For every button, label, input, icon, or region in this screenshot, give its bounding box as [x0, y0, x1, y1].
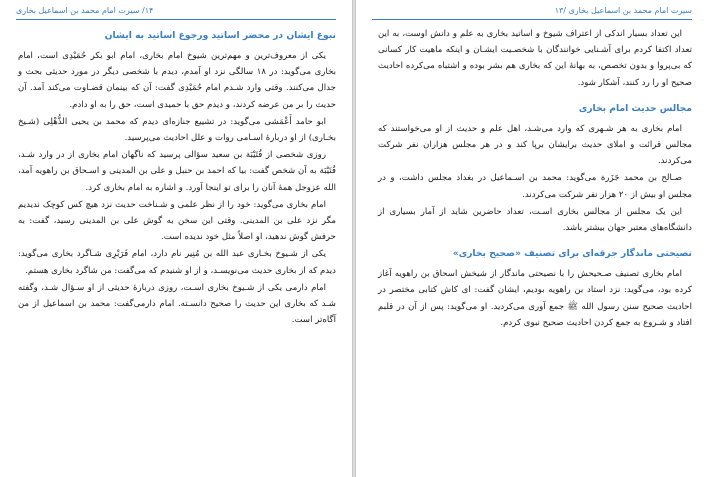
paragraph: امام بخاری به هر شـهری که وارد می‌شـد، اهل علم و حدیث از او می‌خواستند که مجالس قرائت و املای حدیث برایشان برپا کند و در هر مجلس هزاران نفر شرکت می‌کردند. [378, 123, 692, 167]
paragraph: ابو حامد أَعْمَشی می‌گوید: در تشییع جنازه‌ای دیدم که محمد بن یحیی الذُّهْلِی (شـیخ بخـاری) از او دربارهٔ اسـامی روات و علل احادیث می‌پرسید. [18, 116, 336, 144]
header-rule [372, 19, 692, 20]
page-header: ۱۴/ سیرت امام محمد بن اسماعیل بخاری [16, 6, 154, 15]
page-content [378, 26, 692, 332]
paragraph: امام بخاری تصنیف صـحیحش را با نصیحتی ماندگار از شیخش اسحاق بن راهویه آغاز کرده بود، می‌گوید: نزد استاد بن راهویه بودیم، ایشان گفت: ای کاش کتابی مختصر در احادیث صحیح سنن رسول الله ﷺ جمع آوری می‌کردید. او می‌گوید: پس از آن در قلبم افتاد و شـروع به جمع کردن احادیث صحیح نبوی کردم. [378, 269, 692, 328]
paragraph: امام دارمی یکی از شـیوخ بخاری اسـت، روزی دربارهٔ حدیثی از او سـؤال شـد، وگفته شـد که بخاری این حدیث را صحیح دانسـته. امام دارمی‌گفت: محمد بن اسماعیل از من آگاه‌تر است. [18, 282, 336, 326]
section-heading: نصیحتی ماندگار جرقه‌ای برای تصنیف «صحیح بخاری» [452, 248, 692, 260]
page-content [18, 26, 336, 329]
paragraph: این یک مجلس از مجالس بخاری اسـت، تعداد حاضرین شاید از آمار بسیاری از دانشگاه‌های معتبر جهان بیشتر باشد. [378, 206, 692, 234]
left-page [0, 0, 352, 477]
paragraph: صـالح بن محمد جَزَرة می‌گوید: محمد بن اسـماعیل در بغداد مجلس داشت، و در مجلس او بیش از ۲۰ هزار نفر شرکت می‌کردند. [378, 173, 692, 200]
paragraph: این تعداد بسیار اندکی از اعتراف شیوخ و اساتید بخاری به علم و دانش اوست، به این تعداد اکتفا کردم برای آشـنایی خوانندگان با شخصـیت ایشـان و اینکه ماهیت کار کسانی که بی‌پروا و بدون تخصص، به بهانهٔ این که بخاری هم بشر بوده و اشتباه می‌کرده احادیث صحیح او را رد کنند، آشکار شود. [378, 29, 692, 88]
paragraph: روزی شخصی از قُتَیْبَة بن سعید سؤالی پرسید که ناگهان امام بخاری از در وارد شـد، قُتَیْبَة به آن شخص گفت: بیا که احمد بن حنبل و علی بن المدینی و اسـحاق بن راهویه آمد، الله عزوجل همهٔ آنان را برای تو اینجا آورد. و اشاره به امام بخاری کرد. [18, 150, 336, 193]
paragraph: یکی از شـیوخ بخـاری عبد الله بن مُنِیر نام دارد، امام فَرَبْرِی شـاگرد بخاری می‌گوید: دیدم که از بخاری حدیث می‌نویسـد، و از او شنیدم که می‌گفت: من شاگرد بخاری هستم. [18, 249, 336, 276]
header-rule [16, 19, 336, 20]
right-page [356, 0, 713, 477]
paragraph: یکی از معروف‌ترین و مهم‌ترین شیوخ امام بخاری، امام ابو بکر حُمَیْدِی است، امام بخاری می‌گوید: در ۱۸ سالگی نزد او آمدم، دیدم با شخصی دیگر در مورد حدیثی بحث و جدال می‌کنند. وقتی وارد شـدم امام حُمَیْدِی گفت: آن که بینمان قضـاوت می‌کند آمد. آن حدیث را بر من عرضه کردند، و دیدم حق با حمیدی است، حق را به او دادم. [18, 51, 337, 110]
section-heading: نبوغ ایشان در محضر اساتید ورجوع اساتید به ایشان [104, 30, 336, 41]
section-heading: مجالس حدیث امام بخاری [578, 102, 692, 114]
page-header: سیرت امام محمد بن اسماعیل بخاری /۱۳ [554, 6, 692, 15]
paragraph: امام بخاری می‌گوید: خود را از نظر علمی و شـناخت حدیث نزد هیچ کس کوچک ندیدیم مگر نزد علی بن المدینی. وقتی این سخن به گوش علی بن المدینی رسید، گفت: به حرفش گوش ندهید، او اصلاً مثل خود ندیده است. [18, 199, 336, 243]
